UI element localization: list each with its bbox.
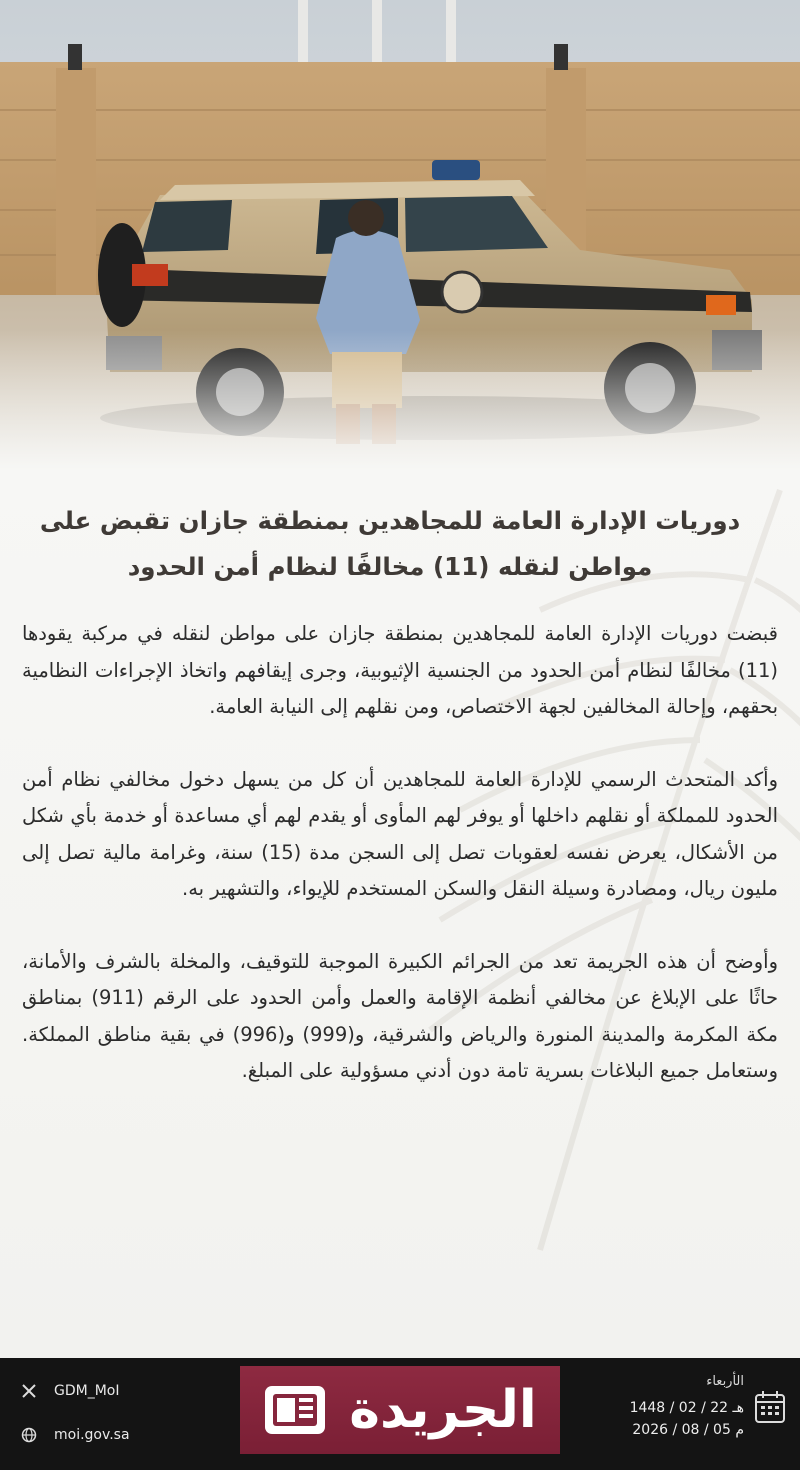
calendar-icon [754, 1390, 786, 1424]
article [0, 470, 800, 1358]
website-url: moi.gov.sa [54, 1427, 130, 1443]
hijri-date: 1448 / 02 / 22 هـ [629, 1400, 744, 1416]
weekday: الأربعاء [706, 1374, 744, 1389]
gregorian-date: 2026 / 08 / 05 م [632, 1422, 744, 1438]
social-links [20, 1380, 130, 1468]
x-handle: GDM_MoI [54, 1383, 120, 1399]
website-link[interactable] [20, 1424, 130, 1446]
brand-name: الجريدة [349, 1380, 537, 1440]
x-icon [20, 1382, 38, 1400]
hero-photo [0, 0, 800, 470]
article-paragraph: وأوضح أن هذه الجريمة تعد من الجرائم الكبيرة الموجبة للتوقيف، والمخلة بالشرف والأمانة، حاثًا على الإبلاغ عن مخالفي أنظمة الإقامة والعمل وأمن الحدود على الرقم (911) بمناطق مكة المكرمة والمدينة المنورة والرياض والشرقية، و(999) و(996) في بقية مناطق المملكة. وستعامل جميع البلاغات بسرية تامة دون أدني مسؤولية على المبلغ. [22, 949, 779, 1082]
footer-bar [0, 1358, 800, 1470]
globe-icon [20, 1426, 38, 1444]
brand-logo [240, 1366, 560, 1454]
patrol-vehicle-photo [0, 0, 800, 470]
article-body [22, 616, 778, 1126]
date-block [574, 1374, 744, 1441]
article-paragraph: وأكد المتحدث الرسمي للإدارة العامة للمجاهدين أن كل من يسهل دخول مخالفي نظام أمن الحدود للمملكة أو نقلهم داخلها أو يوفر لهم المأوى أو يقدم لهم أي مساعدة أو خدمة بأي شكل من الأشكال، يعرض نفسه لعقوبات تصل إلى السجن مدة (15) سنة، وغرامة مالية تصل إلى مليون ريال، ومصادرة وسيلة النقل والسكن المستخدم للإيواء، والتشهير به. [22, 767, 778, 900]
article-headline: دوريات الإدارة العامة للمجاهدين بمنطقة جازان تقبض على مواطن لنقله (11) مخالفًا لنظام أمن الحدود [39, 506, 741, 581]
article-paragraph: قبضت دوريات الإدارة العامة للمجاهدين بمنطقة جازان على مواطن لنقله في مركبة يقودها (11) مخالفًا لنظام أمن الحدود من الجنسية الإثيوبية، وجرى إيقافهم واتخاذ الإجراءات النظامية بحقهم، وإحالة المخالفين لجهة الاختصاص، ومن نقلهم إلى النيابة العامة. [22, 622, 778, 718]
x-link[interactable] [20, 1380, 130, 1402]
newspaper-icon [263, 1384, 327, 1436]
